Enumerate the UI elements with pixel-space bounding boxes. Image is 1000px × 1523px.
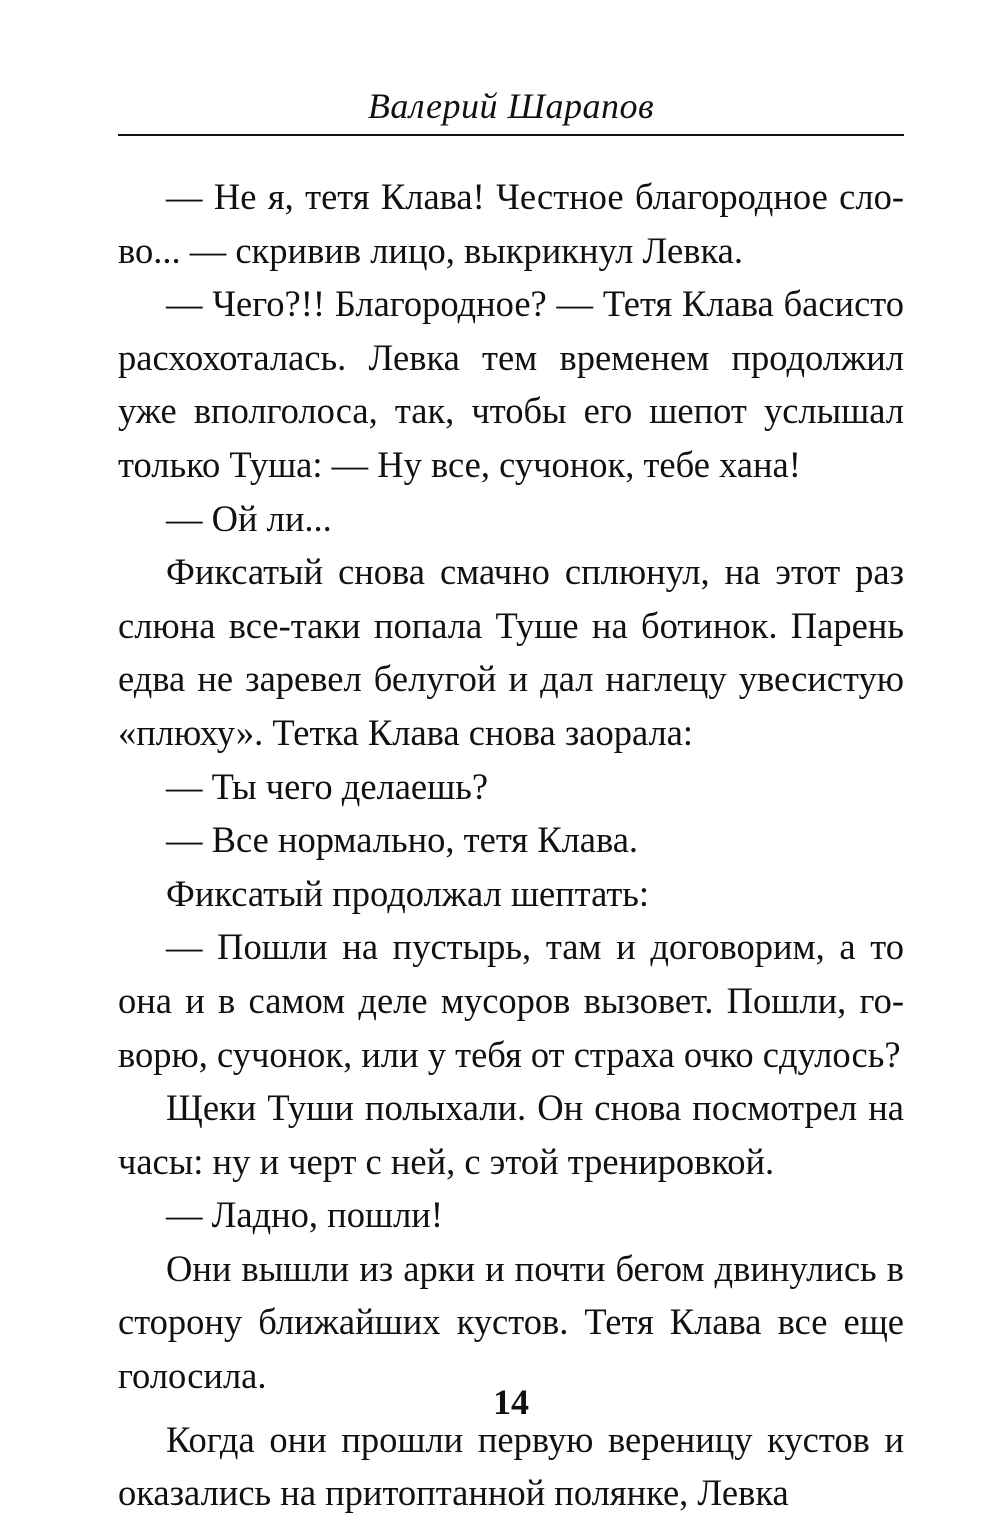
body-text [118,170,904,1520]
header-rule [118,134,904,136]
paragraph: Когда они прошли первую вереницу кустов и оказались на притоптанной полянке, Левка [118,1418,904,1514]
paragraph: Щеки Туши полыхали. Он снова посмотрел на часы: ну и черт с ней, с этой тренировкой. [118,1087,904,1182]
paragraph: — Пошли на пустырь, там и договорим, а то она и в самом деле мусоров вызовет. Пошли, говорю, сучонок, или у тебя от страха очко сдулось? [118,926,904,1075]
paragraph: — Не я, тетя Клава! Честное благородное слово... — скривив лицо, выкрикнул Левка. [118,176,904,271]
paragraph: Они вышли из арки и почти бегом двинулись в сторону ближайших кустов. Тетя Клава все еще голосила. [118,1247,904,1397]
page-number: 14 [493,1382,529,1422]
paragraph: Фиксатый продолжал шептать: [166,872,650,914]
running-head-author: Валерий Шарапов [367,86,655,126]
paragraph: — Чего?!! Благородное? — Тетя Клава басисто расхохоталась. Левка тем временем продолжил уже вполголоса, так, чтобы его шепот услышал только Туша: — Ну все, сучонок, тебе хана! [118,283,904,485]
paragraph: Фиксатый снова смачно сплюнул, на этот раз слюна все-таки попала Туше на ботинок. Парень едва не заревел белугой и дал наглецу увесистую «плюху». Тетка Клава снова заорала: [118,551,904,753]
paragraph: — Все нормально, тетя Клава. [166,819,639,861]
paragraph: — Ладно, пошли! [166,1194,443,1236]
paragraph: — Ты чего делаешь? [166,765,489,807]
paragraph: — Ой ли... [166,497,332,539]
